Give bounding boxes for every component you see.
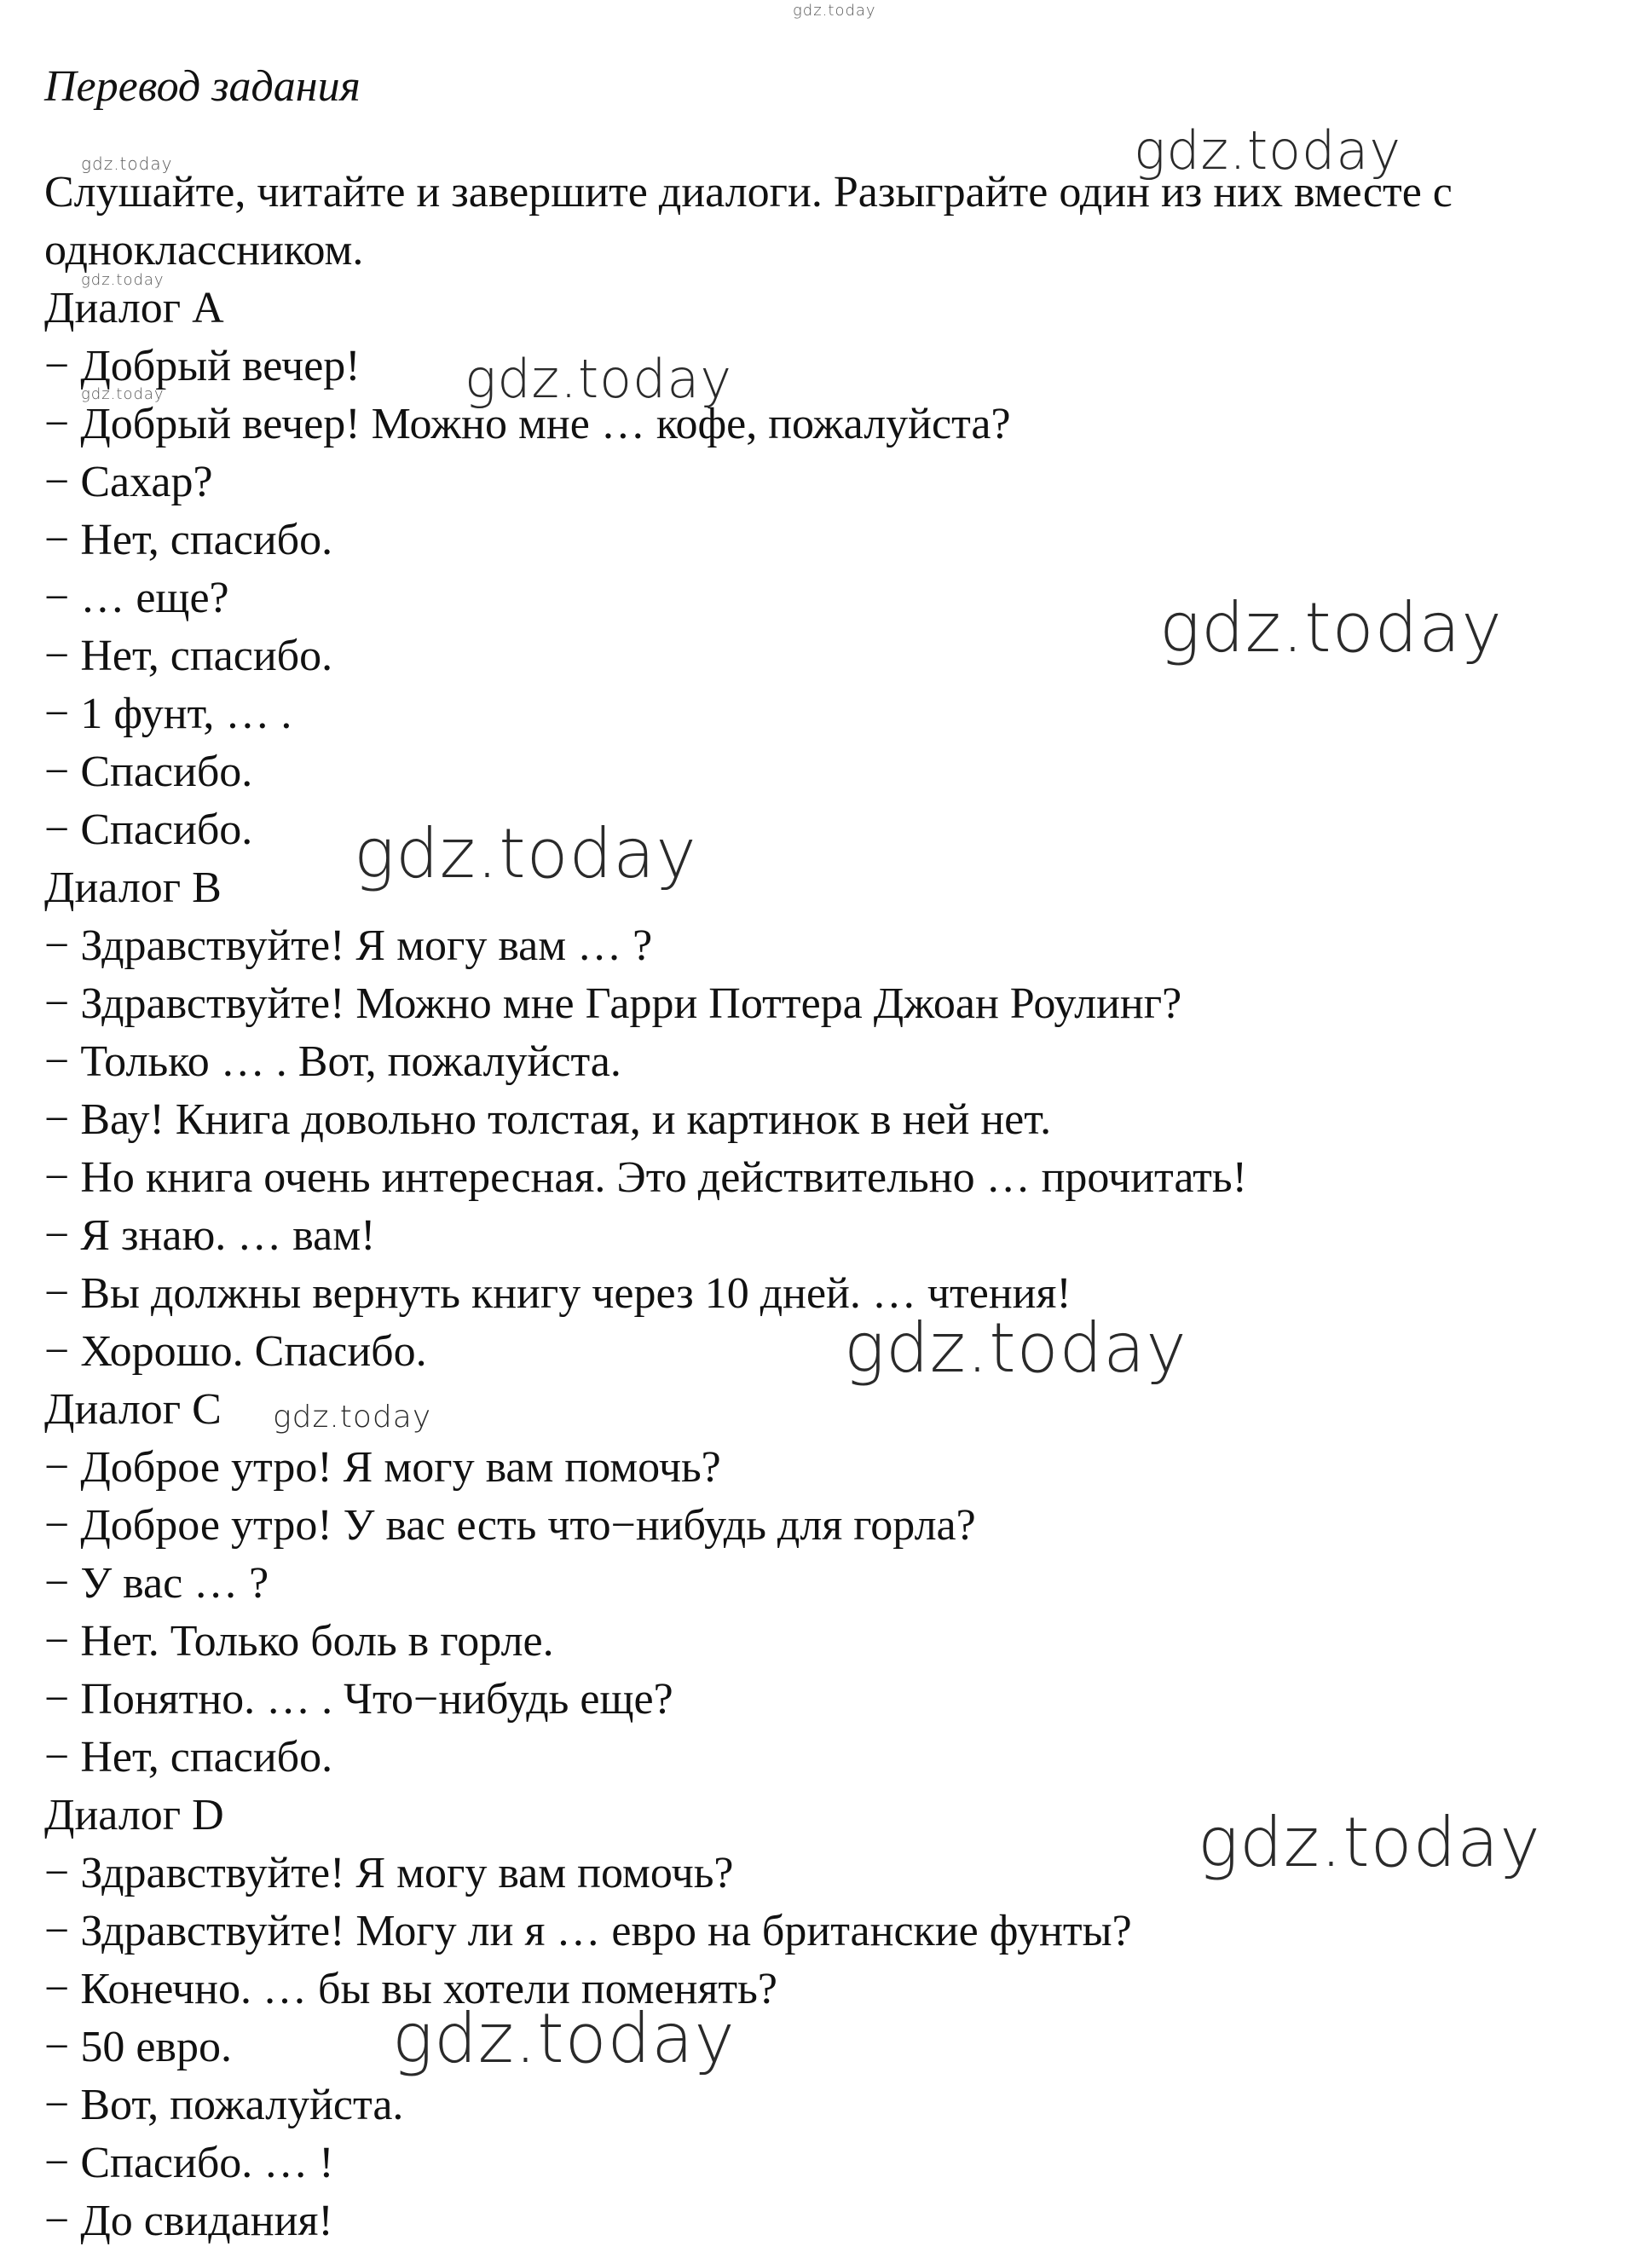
dialog-line: − У вас … ?: [44, 1559, 269, 1608]
dialog-line: − Здравствуйте! Можно мне Гарри Поттера Джоан Роулинг?: [44, 979, 1182, 1028]
watermark: gdz.today: [793, 2, 876, 20]
dialog-line: − Спасибо. … !: [44, 2139, 334, 2187]
watermark: gdz.today: [354, 814, 697, 893]
watermark: gdz.today: [273, 1400, 432, 1435]
dialog-line: − Конечно. … бы вы хотели поменять?: [44, 1965, 777, 2013]
dialog-line: − Спасибо.: [44, 748, 253, 796]
dialog-line: − До свидания!: [44, 2197, 333, 2245]
dialog-line: − Но книга очень интересная. Это действительно … прочитать!: [44, 1153, 1247, 1202]
instruction-line-1: Слушайте, читайте и завершите диалоги. Разыграйте один из них вместе с: [44, 168, 1453, 217]
watermark: gdz.today: [1159, 588, 1503, 667]
dialog-line: − 1 фунт, … .: [44, 690, 292, 738]
dialog-line: − Здравствуйте! Могу ли я … евро на британские фунты?: [44, 1907, 1132, 1955]
dialog-a-title: Диалог A: [44, 284, 224, 332]
dialog-line: − Я знаю. … вам!: [44, 1211, 376, 1260]
dialog-b-title: Диалог B: [44, 863, 222, 912]
watermark: gdz.today: [81, 153, 173, 174]
instruction-line-2: одноклассником.: [44, 226, 364, 274]
watermark: gdz.today: [465, 348, 733, 410]
watermark: gdz.today: [1198, 1803, 1541, 1882]
dialog-line: − Вы должны вернуть книгу через 10 дней. … чтения!: [44, 1269, 1071, 1318]
watermark: gdz.today: [81, 271, 165, 289]
dialog-line: − Нет, спасибо.: [44, 1733, 333, 1782]
dialog-line: − Здравствуйте! Я могу вам … ?: [44, 921, 653, 970]
dialog-line: − … еще?: [44, 574, 229, 622]
dialog-line: − Добрый вечер! Можно мне … кофе, пожалуйста?: [44, 400, 1011, 448]
dialog-line: − Нет, спасибо.: [44, 632, 333, 680]
dialog-d-title: Диалог D: [44, 1791, 224, 1839]
dialog-line: − Доброе утро! Я могу вам помочь?: [44, 1443, 721, 1492]
dialog-line: − Вот, пожалуйста.: [44, 2081, 404, 2129]
dialog-line: − 50 евро.: [44, 2023, 232, 2071]
watermark: gdz.today: [392, 1999, 736, 2078]
document-body: [44, 61, 1638, 2250]
dialog-line: − Вау! Книга довольно толстая, и картинок в ней нет.: [44, 1095, 1052, 1144]
dialog-line: − Добрый вечер!: [44, 342, 361, 390]
dialog-line: − Только … . Вот, пожалуйста.: [44, 1037, 621, 1086]
page-title: Перевод задания: [44, 62, 361, 111]
dialog-line: − Спасибо.: [44, 806, 253, 854]
dialog-line: − Понятно. … . Что−нибудь еще?: [44, 1675, 673, 1724]
dialog-line: − Нет. Только боль в горле.: [44, 1617, 554, 1666]
watermark: gdz.today: [81, 385, 165, 403]
dialog-line: − Сахар?: [44, 458, 213, 506]
dialog-line: − Нет, спасибо.: [44, 516, 333, 564]
dialog-c-title: Диалог C: [44, 1385, 222, 1434]
dialog-line: − Здравствуйте! Я могу вам помочь?: [44, 1849, 734, 1897]
watermark: gdz.today: [1134, 119, 1402, 182]
dialog-line: − Хорошо. Спасибо.: [44, 1327, 427, 1376]
watermark: gdz.today: [844, 1308, 1187, 1388]
dialog-line: − Доброе утро! У вас есть что−нибудь для горла?: [44, 1501, 976, 1550]
